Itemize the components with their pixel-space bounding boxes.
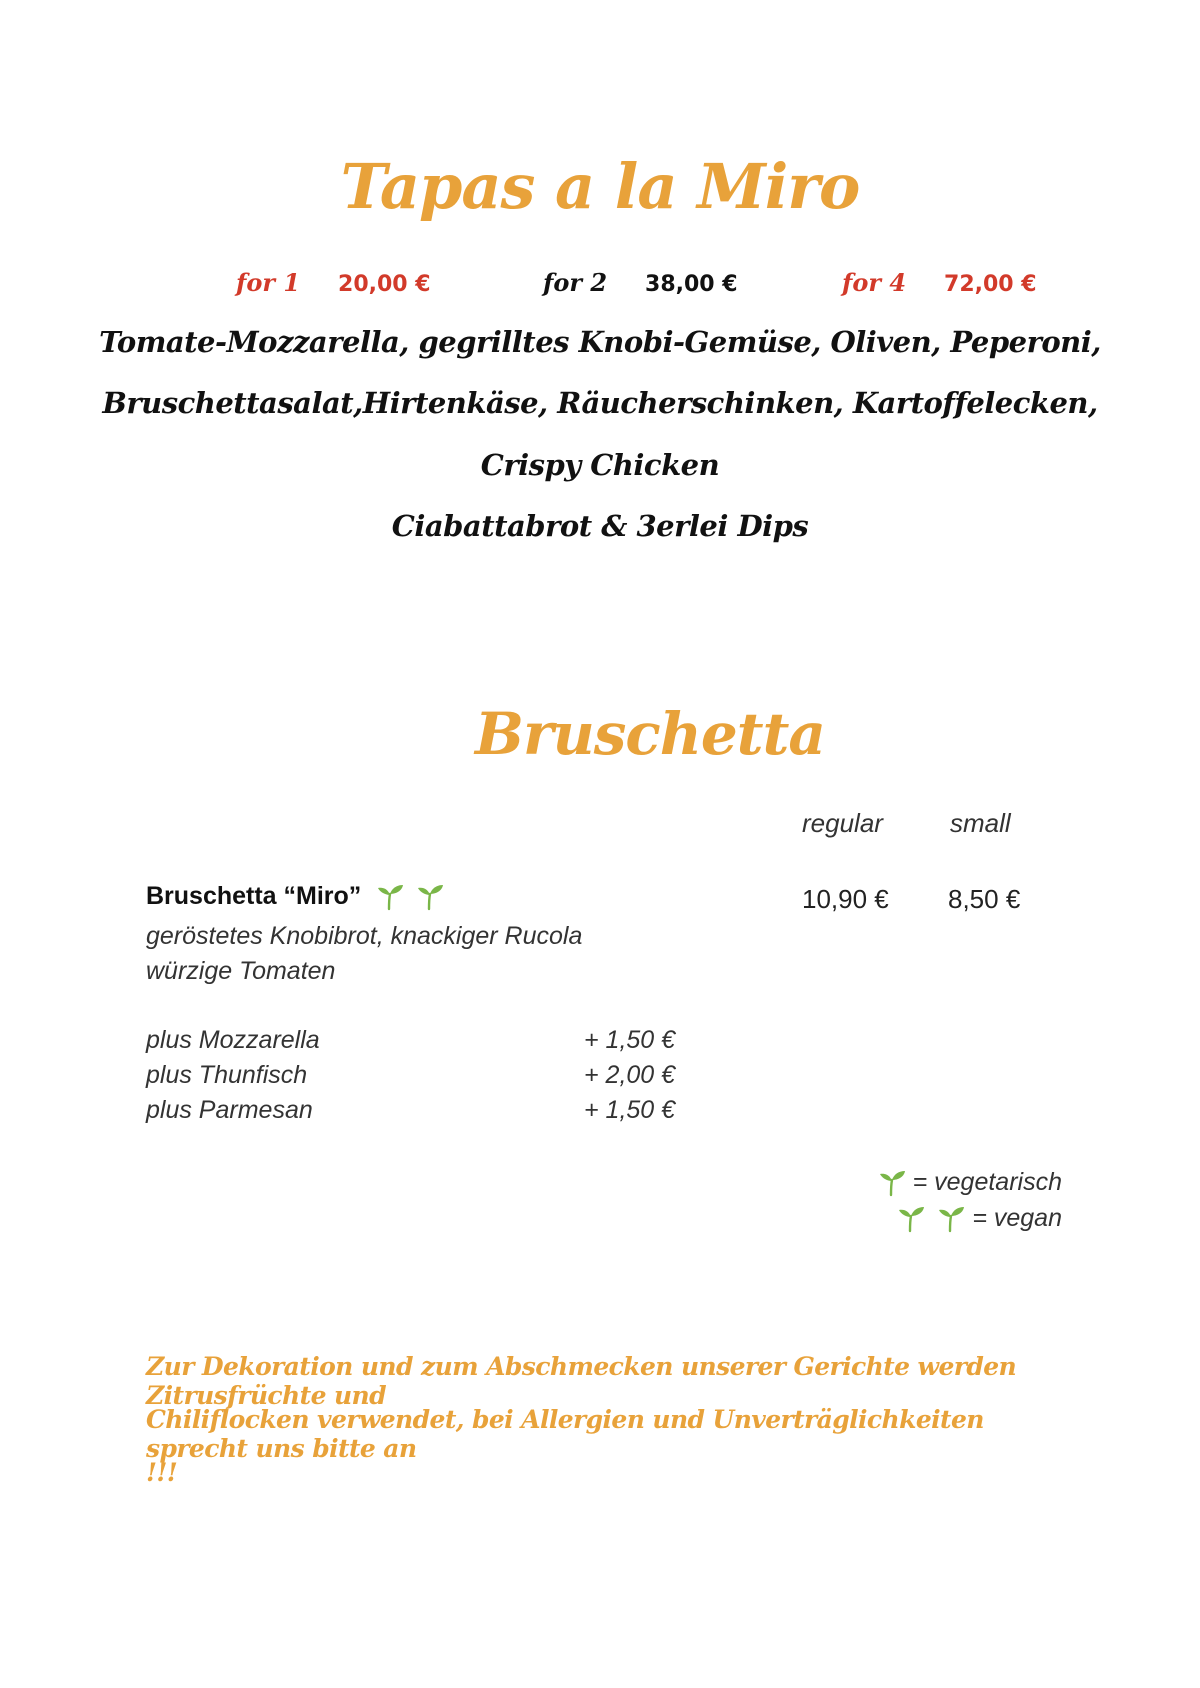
legend-vegan-label: = vegan	[972, 1204, 1062, 1232]
menu-item-title: Bruschetta “Miro”	[146, 882, 362, 910]
price-small: 8,50 €	[948, 884, 1021, 914]
sprout-icon	[415, 883, 445, 911]
allergy-note-line: !!!	[146, 1458, 178, 1487]
price-for-2-value: 38,00 €	[645, 272, 738, 297]
extra-option-name: plus Mozzarella	[146, 1026, 320, 1054]
price-for-1-label: for 1	[236, 268, 301, 297]
tapas-description-line: Ciabattabrot & 3erlei Dips	[391, 509, 809, 543]
column-header-small: small	[950, 808, 1011, 838]
price-for-1	[236, 268, 431, 297]
menu-item-description: geröstetes Knobibrot, knackiger Rucola	[146, 922, 583, 950]
extra-option-name: plus Thunfisch	[146, 1061, 308, 1089]
price-for-4-label: for 4	[842, 268, 907, 297]
tapas-description-line: Tomate-Mozzarella, gegrilltes Knobi-Gemüse, Oliven, Peperoni,	[99, 325, 1101, 359]
bruschetta-title: Bruschetta	[475, 700, 825, 768]
extra-option-name: plus Parmesan	[146, 1096, 313, 1124]
tapas-description-line: Crispy Chicken	[480, 448, 720, 482]
legend-vegan	[892, 1204, 1062, 1233]
extra-option-price: + 1,50 €	[584, 1096, 676, 1124]
allergy-note-line: Chiliflocken verwendet, bei Allergien und Unverträglichkeiten sprecht uns bitte an	[146, 1405, 984, 1463]
price-for-2	[543, 268, 738, 297]
price-regular: 10,90 €	[802, 884, 889, 914]
extra-option-price: + 2,00 €	[584, 1061, 676, 1089]
allergy-note-line: Zur Dekoration und zum Abschmecken unserer Gerichte werden Zitrusfrüchte und	[146, 1352, 1017, 1410]
price-for-4	[842, 268, 1037, 297]
price-for-2-label: for 2	[543, 268, 608, 297]
tapas-description-line: Bruschettasalat,Hirtenkäse, Räucherschinken, Kartoffelecken,	[102, 386, 1098, 420]
legend-vegetarian-label: = vegetarisch	[912, 1168, 1062, 1196]
sprout-icon	[936, 1205, 966, 1233]
sprout-icon	[877, 1169, 907, 1197]
column-header-regular: regular	[802, 808, 883, 838]
sprout-icon	[375, 883, 405, 911]
legend-vegetarian	[873, 1168, 1062, 1197]
price-for-4-value: 72,00 €	[944, 272, 1037, 297]
extra-option-price: + 1,50 €	[584, 1026, 676, 1054]
menu-item-description: würzige Tomaten	[146, 957, 336, 985]
sprout-icon	[896, 1205, 926, 1233]
tapas-title: Tapas a la Miro	[340, 150, 860, 223]
price-for-1-value: 20,00 €	[338, 272, 431, 297]
menu-item-name	[146, 882, 445, 911]
